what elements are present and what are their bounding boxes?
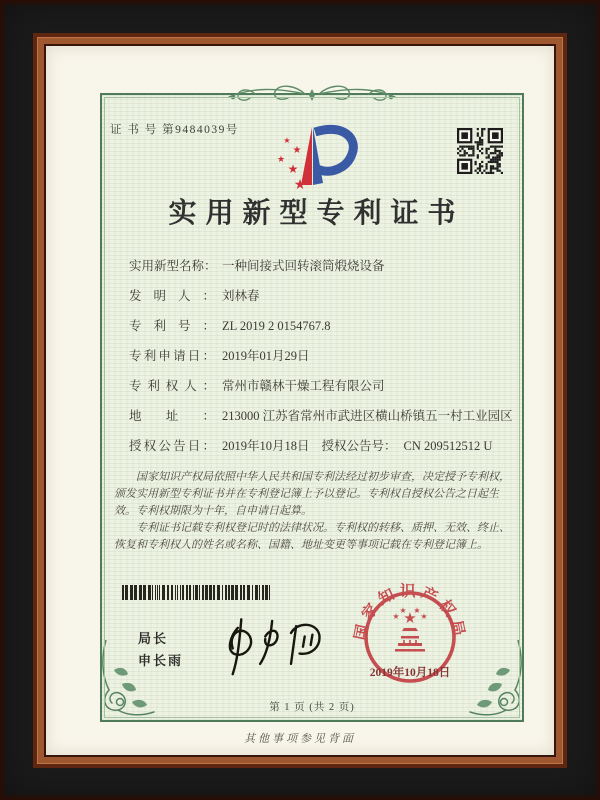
barcode-icon (122, 585, 274, 600)
qr-code-icon (457, 128, 503, 174)
field-label: 发明人： (129, 289, 215, 303)
field-utility-model-name (129, 260, 512, 273)
svg-text:★: ★ (293, 178, 307, 193)
svg-text:★: ★ (413, 606, 421, 615)
svg-text:★: ★ (276, 154, 286, 164)
field-label: 专利号： (129, 319, 215, 333)
field-value: 刘林春 (222, 289, 260, 303)
field-list (129, 260, 512, 453)
field-inventor (129, 290, 512, 303)
legal-paragraph-2: 专利证书记载专利权登记时的法律状况。专利权的转移、质押、无效、终止、恢复和专利权人的姓名或名称、国籍、地址变更等事项记载在专利登记簿上。 (114, 522, 510, 551)
field-value: 2019年10月18日 (222, 439, 310, 453)
svg-text:★: ★ (420, 612, 428, 621)
page-number: 第 1 页 (共 2 页) (269, 702, 355, 713)
field-value: ZL 2019 2 0154767.8 (222, 319, 331, 333)
svg-text:★: ★ (392, 612, 400, 621)
svg-text:★: ★ (399, 606, 407, 615)
field-patentee (129, 380, 512, 393)
field-patent-number (129, 320, 512, 333)
field-label: 授权公告号： (321, 439, 397, 453)
commissioner-title: 局长 (138, 631, 169, 646)
field-filing-date (129, 350, 512, 363)
field-value: 2019年01月29日 (222, 349, 310, 363)
top-flourish-icon (225, 81, 399, 109)
certificate-paper (46, 46, 554, 755)
certificate-number: 证 书 号 第9484039号 (110, 124, 239, 136)
back-note: 其他事项参见背面 (244, 733, 356, 745)
svg-text:国家知识产权局: 国家知识产权局 (352, 582, 468, 642)
field-value: 213000 江苏省常州市武进区横山桥镇五一村工业园区 (222, 409, 513, 423)
field-label: 地址： (129, 409, 215, 423)
svg-text:★: ★ (283, 136, 291, 145)
field-label: 实用新型名称： (129, 259, 217, 273)
field-label: 专利申请日： (129, 349, 215, 363)
cnipa-logo-icon (252, 121, 372, 195)
seal-date: 2019年10月18日 (369, 667, 451, 679)
field-label: 专利权人： (129, 379, 215, 393)
official-seal-icon (352, 579, 468, 695)
svg-text:★: ★ (292, 145, 302, 156)
svg-text:★: ★ (403, 611, 417, 627)
field-label: 授权公告日： (129, 439, 215, 453)
field-value: 一种间接式回转滚筒煅烧设备 (222, 259, 385, 273)
certificate-title: 实用新型专利证书 (168, 198, 465, 229)
legal-text (114, 469, 512, 554)
green-border-panel (100, 93, 524, 722)
svg-text:★: ★ (287, 162, 299, 176)
handwritten-signature-icon (207, 609, 327, 681)
legal-paragraph-1: 国家知识产权局依照中华人民共和国专利法经过初步审查，决定授予专利权，颁发实用新型专利证书并在专利登记簿上予以登记。专利权自授权公告之日起生效。专利权期限为十年，自申请日起算。 (114, 471, 510, 517)
commissioner-name: 申长雨 (138, 653, 184, 668)
field-value: CN 209512512 U (403, 439, 493, 453)
field-address (129, 410, 512, 423)
field-grant-row (129, 440, 512, 453)
field-value: 常州市赣林干燥工程有限公司 (222, 379, 385, 393)
